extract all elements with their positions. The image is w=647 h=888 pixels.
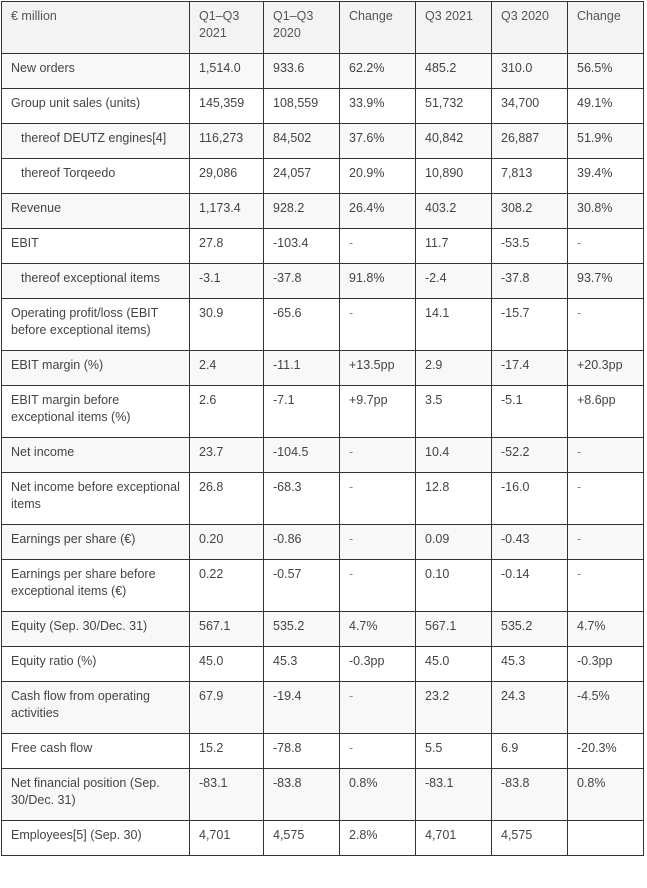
- cell-q1q3-2021: 2.6: [190, 386, 264, 438]
- cell-q3-2020: 34,700: [492, 89, 568, 124]
- cell-q1q3-2020: -0.57: [264, 560, 340, 612]
- row-label: Group unit sales (units): [2, 89, 190, 124]
- cell-q1q3-2020: 45.3: [264, 647, 340, 682]
- cell-q3-2021: 23.2: [416, 682, 492, 734]
- cell-q3-2020: -0.14: [492, 560, 568, 612]
- cell-q3-2021: 3.5: [416, 386, 492, 438]
- cell-q3-2020: -16.0: [492, 473, 568, 525]
- cell-q1q3-2021: 0.22: [190, 560, 264, 612]
- cell-q1q3-2021: 26.8: [190, 473, 264, 525]
- cell-q1q3-2021: 23.7: [190, 438, 264, 473]
- cell-q1q3-2021: 30.9: [190, 299, 264, 351]
- cell-q1q3-2021: 45.0: [190, 647, 264, 682]
- table-row: [2, 229, 644, 264]
- cell-q3-2021: 10,890: [416, 159, 492, 194]
- row-label: Net financial position (Sep. 30/Dec. 31): [2, 769, 190, 821]
- cell-q3-2020: -15.7: [492, 299, 568, 351]
- cell-q3-2021: 12.8: [416, 473, 492, 525]
- row-label: thereof DEUTZ engines[4]: [2, 124, 190, 159]
- cell-change-9m: +9.7pp: [340, 386, 416, 438]
- cell-q1q3-2021: 15.2: [190, 734, 264, 769]
- cell-change-9m: -: [340, 229, 416, 264]
- table-row: [2, 299, 644, 351]
- cell-change-9m: -: [340, 438, 416, 473]
- cell-q3-2021: -83.1: [416, 769, 492, 821]
- cell-q1q3-2020: 24,057: [264, 159, 340, 194]
- row-label: Net income before exceptional items: [2, 473, 190, 525]
- cell-q3-2021: 14.1: [416, 299, 492, 351]
- table-row: [2, 734, 644, 769]
- cell-change-q3: 49.1%: [568, 89, 644, 124]
- table-row: [2, 124, 644, 159]
- cell-change-9m: 33.9%: [340, 89, 416, 124]
- row-label: thereof Torqeedo: [2, 159, 190, 194]
- cell-change-q3: -: [568, 525, 644, 560]
- cell-q3-2020: -52.2: [492, 438, 568, 473]
- cell-change-9m: 0.8%: [340, 769, 416, 821]
- cell-q1q3-2020: -83.8: [264, 769, 340, 821]
- table-row: [2, 560, 644, 612]
- cell-change-9m: 20.9%: [340, 159, 416, 194]
- cell-q3-2021: 51,732: [416, 89, 492, 124]
- cell-change-9m: -: [340, 560, 416, 612]
- cell-q1q3-2020: -68.3: [264, 473, 340, 525]
- cell-change-q3: -4.5%: [568, 682, 644, 734]
- cell-q1q3-2020: -103.4: [264, 229, 340, 264]
- row-label: thereof exceptional items: [2, 264, 190, 299]
- cell-change-q3: 4.7%: [568, 612, 644, 647]
- cell-q1q3-2021: 29,086: [190, 159, 264, 194]
- cell-change-9m: 62.2%: [340, 54, 416, 89]
- row-label: Earnings per share before exceptional items (€): [2, 560, 190, 612]
- cell-q3-2020: 24.3: [492, 682, 568, 734]
- table-row: [2, 525, 644, 560]
- row-label: Equity (Sep. 30/Dec. 31): [2, 612, 190, 647]
- cell-q1q3-2021: 1,514.0: [190, 54, 264, 89]
- cell-change-q3: +20.3pp: [568, 351, 644, 386]
- cell-q1q3-2020: -11.1: [264, 351, 340, 386]
- cell-q3-2020: -17.4: [492, 351, 568, 386]
- cell-change-q3: -20.3%: [568, 734, 644, 769]
- table-row: [2, 647, 644, 682]
- cell-q1q3-2021: 4,701: [190, 821, 264, 856]
- cell-change-9m: 2.8%: [340, 821, 416, 856]
- cell-q1q3-2020: -0.86: [264, 525, 340, 560]
- cell-q1q3-2020: -19.4: [264, 682, 340, 734]
- cell-change-9m: 26.4%: [340, 194, 416, 229]
- cell-change-9m: 37.6%: [340, 124, 416, 159]
- cell-q1q3-2020: 4,575: [264, 821, 340, 856]
- row-label: EBIT margin before exceptional items (%): [2, 386, 190, 438]
- cell-q1q3-2020: 933.6: [264, 54, 340, 89]
- table-row: [2, 386, 644, 438]
- cell-q3-2020: 308.2: [492, 194, 568, 229]
- cell-q1q3-2020: 928.2: [264, 194, 340, 229]
- table-row: [2, 821, 644, 856]
- table-row: [2, 612, 644, 647]
- row-label: Cash flow from operating activities: [2, 682, 190, 734]
- header-cell-q1q3-2021: Q1–Q3 2021: [190, 2, 264, 54]
- table-row: [2, 54, 644, 89]
- cell-q1q3-2020: -7.1: [264, 386, 340, 438]
- cell-q1q3-2020: -65.6: [264, 299, 340, 351]
- cell-change-q3: 56.5%: [568, 54, 644, 89]
- cell-q3-2020: 310.0: [492, 54, 568, 89]
- cell-q3-2021: 2.9: [416, 351, 492, 386]
- cell-q3-2021: 5.5: [416, 734, 492, 769]
- row-label: Net income: [2, 438, 190, 473]
- cell-q1q3-2021: 0.20: [190, 525, 264, 560]
- cell-q1q3-2020: 84,502: [264, 124, 340, 159]
- header-cell-change-q3: Change: [568, 2, 644, 54]
- row-label: Free cash flow: [2, 734, 190, 769]
- cell-q3-2020: 4,575: [492, 821, 568, 856]
- cell-q1q3-2021: 1,173.4: [190, 194, 264, 229]
- cell-change-9m: -: [340, 682, 416, 734]
- table-row: [2, 682, 644, 734]
- cell-q3-2020: -5.1: [492, 386, 568, 438]
- cell-q3-2020: 7,813: [492, 159, 568, 194]
- cell-q1q3-2020: 108,559: [264, 89, 340, 124]
- cell-q3-2020: 45.3: [492, 647, 568, 682]
- row-label: EBIT margin (%): [2, 351, 190, 386]
- row-label: Operating profit/loss (EBIT before exceptional items): [2, 299, 190, 351]
- table-row: [2, 264, 644, 299]
- cell-q3-2020: 535.2: [492, 612, 568, 647]
- cell-q1q3-2021: 145,359: [190, 89, 264, 124]
- cell-change-q3: [568, 821, 644, 856]
- cell-q1q3-2021: 27.8: [190, 229, 264, 264]
- table-row: [2, 351, 644, 386]
- header-cell-change-9m: Change: [340, 2, 416, 54]
- key-figures-table: [1, 1, 644, 856]
- cell-q3-2021: 0.09: [416, 525, 492, 560]
- cell-q1q3-2021: -83.1: [190, 769, 264, 821]
- cell-change-9m: -: [340, 525, 416, 560]
- header-cell-label: € million: [2, 2, 190, 54]
- cell-q1q3-2020: -104.5: [264, 438, 340, 473]
- cell-q1q3-2020: -78.8: [264, 734, 340, 769]
- header-cell-q1q3-2020: Q1–Q3 2020: [264, 2, 340, 54]
- table-row: [2, 769, 644, 821]
- cell-q1q3-2021: 567.1: [190, 612, 264, 647]
- cell-change-q3: 39.4%: [568, 159, 644, 194]
- row-label: Revenue: [2, 194, 190, 229]
- table-row: [2, 194, 644, 229]
- cell-q3-2020: 26,887: [492, 124, 568, 159]
- cell-q1q3-2020: -37.8: [264, 264, 340, 299]
- cell-q1q3-2021: 2.4: [190, 351, 264, 386]
- table-row: [2, 438, 644, 473]
- cell-q1q3-2021: 67.9: [190, 682, 264, 734]
- cell-q3-2021: 485.2: [416, 54, 492, 89]
- cell-q3-2020: 6.9: [492, 734, 568, 769]
- cell-change-q3: +8.6pp: [568, 386, 644, 438]
- table-row: [2, 89, 644, 124]
- cell-change-9m: -: [340, 473, 416, 525]
- cell-change-9m: -0.3pp: [340, 647, 416, 682]
- cell-q3-2021: 567.1: [416, 612, 492, 647]
- header-cell-q3-2021: Q3 2021: [416, 2, 492, 54]
- cell-change-q3: -: [568, 229, 644, 264]
- cell-change-q3: 30.8%: [568, 194, 644, 229]
- row-label: Earnings per share (€): [2, 525, 190, 560]
- cell-change-q3: 93.7%: [568, 264, 644, 299]
- cell-q3-2021: -2.4: [416, 264, 492, 299]
- cell-q1q3-2020: 535.2: [264, 612, 340, 647]
- cell-change-9m: 4.7%: [340, 612, 416, 647]
- cell-change-9m: 91.8%: [340, 264, 416, 299]
- cell-change-q3: -: [568, 473, 644, 525]
- cell-q3-2020: -53.5: [492, 229, 568, 264]
- cell-change-q3: -: [568, 560, 644, 612]
- header-cell-q3-2020: Q3 2020: [492, 2, 568, 54]
- cell-q3-2021: 11.7: [416, 229, 492, 264]
- cell-change-q3: 51.9%: [568, 124, 644, 159]
- cell-q3-2020: -37.8: [492, 264, 568, 299]
- cell-change-q3: -0.3pp: [568, 647, 644, 682]
- cell-q3-2020: -0.43: [492, 525, 568, 560]
- row-label: Equity ratio (%): [2, 647, 190, 682]
- cell-q3-2021: 4,701: [416, 821, 492, 856]
- cell-change-9m: -: [340, 299, 416, 351]
- cell-q3-2021: 10.4: [416, 438, 492, 473]
- table-row: [2, 473, 644, 525]
- cell-q3-2021: 40,842: [416, 124, 492, 159]
- cell-change-q3: -: [568, 299, 644, 351]
- cell-change-9m: +13.5pp: [340, 351, 416, 386]
- row-label: New orders: [2, 54, 190, 89]
- cell-q3-2020: -83.8: [492, 769, 568, 821]
- table-row: [2, 159, 644, 194]
- row-label: Employees[5] (Sep. 30): [2, 821, 190, 856]
- cell-q1q3-2021: 116,273: [190, 124, 264, 159]
- cell-change-q3: 0.8%: [568, 769, 644, 821]
- cell-change-9m: -: [340, 734, 416, 769]
- cell-change-q3: -: [568, 438, 644, 473]
- header-row: [2, 2, 644, 54]
- cell-q3-2021: 0.10: [416, 560, 492, 612]
- row-label: EBIT: [2, 229, 190, 264]
- cell-q1q3-2021: -3.1: [190, 264, 264, 299]
- cell-q3-2021: 403.2: [416, 194, 492, 229]
- cell-q3-2021: 45.0: [416, 647, 492, 682]
